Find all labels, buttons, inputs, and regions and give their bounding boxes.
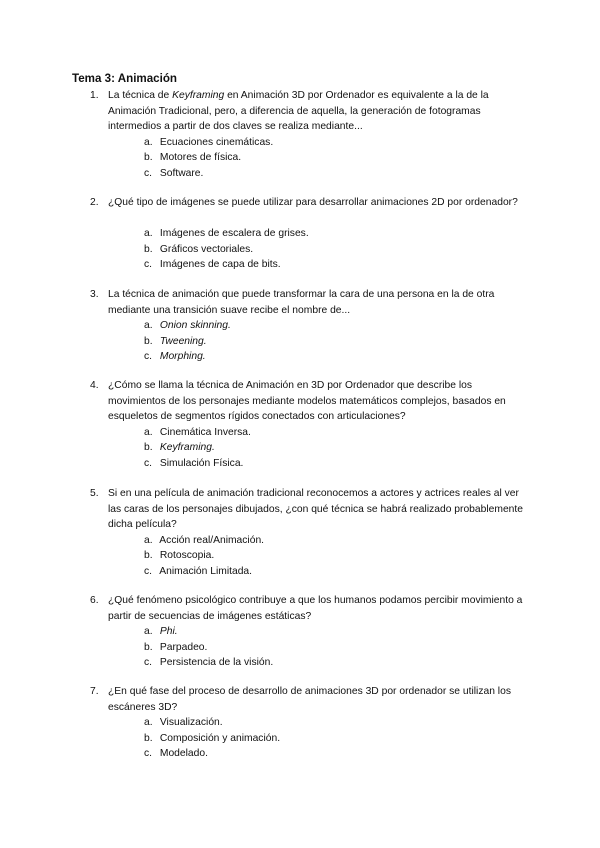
option-list: [144, 318, 231, 365]
question-text: ¿Qué tipo de imágenes se puede utilizar para desarrollar animaciones 2D por ordenador?: [108, 197, 518, 208]
option-b: b. Keyframing.: [144, 442, 215, 453]
page-title: Tema 3: Animación: [72, 72, 178, 85]
option-list: [144, 715, 280, 762]
question-text: ¿En qué fase del proceso de desarrollo de animaciones 3D por ordenador se utilizan los escáneres 3D?: [108, 686, 511, 713]
option-b: b. Rotoscopia.: [144, 550, 215, 561]
question-number: 1.: [90, 90, 99, 101]
option-c: c. Imágenes de capa de bits.: [144, 259, 281, 270]
option-a: a. Visualización.: [144, 717, 223, 728]
option-b: b. Gráficos vectoriales.: [144, 243, 254, 255]
option-a: a. Cinemática Inversa.: [144, 426, 251, 438]
option-b: b. Tweening.: [144, 335, 207, 347]
question-number: 3.: [90, 289, 99, 300]
option-b: b. Composición y animación.: [144, 732, 281, 744]
question-number: 5.: [90, 488, 99, 499]
option-c: c. Morphing.: [144, 351, 206, 362]
question-number: 6.: [90, 595, 99, 606]
question-number: 7.: [90, 686, 99, 697]
question-text: La técnica de Keyframing en Animación 3D por Ordenador es equivalente a la de la Animación Tradicional, pero, a diferencia de aquella, la generación de fotogramas intermedios a partir de dos claves se realiza mediante...: [108, 90, 489, 132]
option-a: a. Onion skinning.: [144, 320, 231, 331]
option-a: a. Imágenes de escalera de grises.: [144, 228, 309, 239]
option-a: a. Ecuaciones cinemáticas.: [144, 136, 274, 148]
option-list: [144, 624, 273, 671]
option-list: [144, 533, 264, 580]
option-b: b. Motores de física.: [144, 152, 242, 163]
question-number: 2.: [90, 197, 99, 208]
option-list: [144, 425, 251, 472]
option-c: c. Animación Limitada.: [144, 565, 253, 577]
option-list: [144, 135, 273, 182]
question-number: 4.: [90, 380, 99, 391]
option-a: a. Phi.: [144, 626, 178, 637]
question-text: ¿Cómo se llama la técnica de Animación en 3D por Ordenador que describe los movimientos de los personajes mediante modelos matemáticos complejos, basados en esqueletos de segmentos rígidos conectados con articulaciones?: [108, 380, 506, 422]
option-c: c. Persistencia de la visión.: [144, 657, 274, 668]
question-text: La técnica de animación que puede transformar la cara de una persona en la de otra mediante una transición suave recibe el nombre de...: [108, 289, 495, 316]
option-c: c. Software.: [144, 167, 204, 179]
option-c: c. Modelado.: [144, 748, 208, 759]
question-text: ¿Qué fenómeno psicológico contribuye a que los humanos podamos percibir movimiento a partir de secuencias de imágenes estáticas?: [108, 595, 523, 622]
option-c: c. Simulación Física.: [144, 457, 244, 469]
option-b: b. Parpadeo.: [144, 641, 208, 653]
option-a: a. Acción real/Animación.: [144, 534, 265, 546]
question-text: Si en una película de animación tradicional reconocemos a actores y actrices reales al ver las caras de los personajes dibujados, ¿con qué técnica se habrá realizado probablemente dicha película?: [108, 488, 523, 530]
option-list: [144, 226, 309, 273]
